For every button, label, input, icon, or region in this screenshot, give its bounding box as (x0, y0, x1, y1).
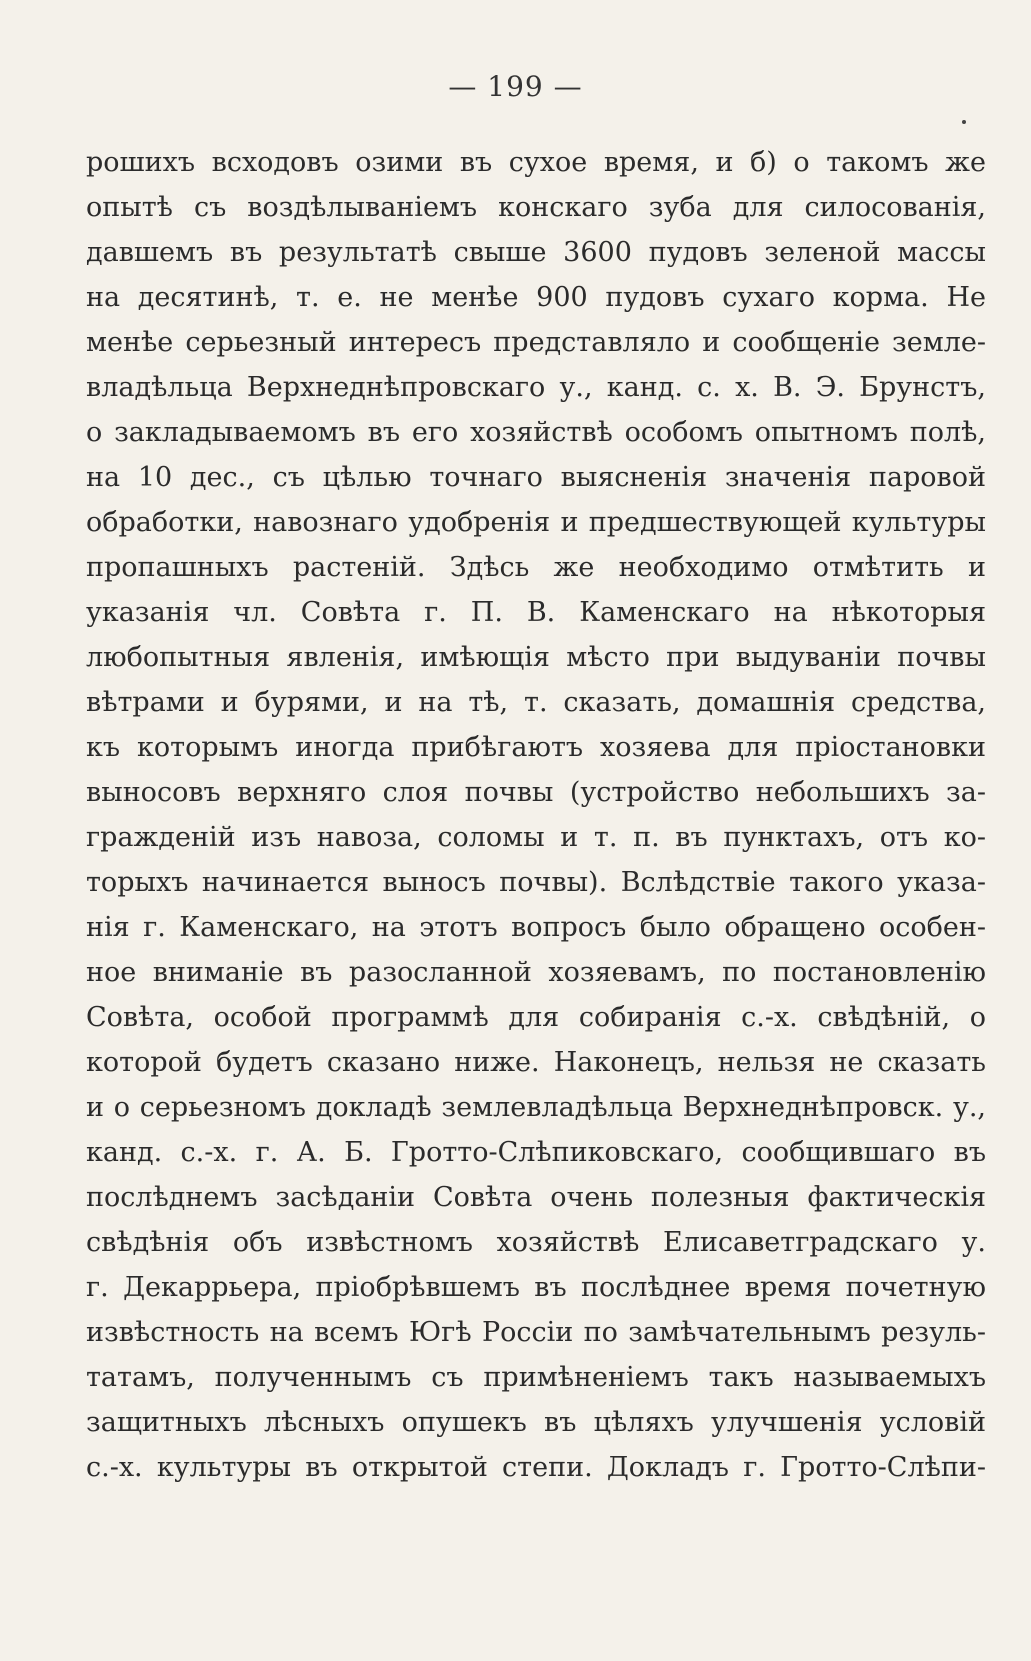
ink-speck (962, 120, 966, 124)
text-line: извѣстность на всемъ Югѣ Россіи по замѣчательнымъ резуль- (86, 1317, 986, 1348)
text-line: давшемъ въ результатѣ свыше 3600 пудовъ зеленой массы (86, 237, 986, 268)
text-line: послѣднемъ засѣданіи Совѣта очень полезныя фактическія (86, 1182, 986, 1213)
text-line: владѣльца Верхнеднѣпровскаго у., канд. с. х. В. Э. Брунстъ, (86, 372, 986, 403)
text-line: которой будетъ сказано ниже. Наконецъ, нельзя не сказать (86, 1047, 986, 1078)
text-line: обработки, навознаго удобренія и предшествующей культуры (86, 507, 986, 538)
text-line: выносовъ верхняго слоя почвы (устройство небольшихъ за- (86, 777, 986, 808)
text-line: на десятинѣ, т. е. не менѣе 900 пудовъ сухаго корма. Не (86, 282, 986, 313)
text-line: и о серьезномъ докладѣ землевладѣльца Верхнеднѣпровск. у., (86, 1092, 986, 1123)
text-line: къ которымъ иногда прибѣгаютъ хозяева для пріостановки (86, 732, 986, 763)
text-line: торыхъ начинается выносъ почвы). Вслѣдствіе такого указа- (86, 867, 986, 898)
text-line: нія г. Каменскаго, на этотъ вопросъ было обращено особен- (86, 912, 986, 943)
text-line: любопытныя явленія, имѣющія мѣсто при выдуваніи почвы (86, 642, 986, 673)
text-line: защитныхъ лѣсныхъ опушекъ въ цѣляхъ улучшенія условій (86, 1407, 986, 1438)
text-line: ное вниманіе въ разосланной хозяевамъ, по постановленію (86, 957, 986, 988)
text-line: с.-х. культуры въ открытой степи. Докладъ г. Гротто-Слѣпи- (86, 1452, 986, 1483)
body-text (86, 140, 986, 1490)
text-line: г. Декаррьера, пріобрѣвшемъ въ послѣднее время почетную (86, 1272, 986, 1303)
text-line: о закладываемомъ въ его хозяйствѣ особомъ опытномъ полѣ, (86, 417, 986, 448)
text-line: татамъ, полученнымъ съ примѣненіемъ такъ называемыхъ (86, 1362, 986, 1393)
page-number: — 199 — (448, 70, 583, 103)
text-line: на 10 дес., съ цѣлью точнаго выясненія значенія паровой (86, 462, 986, 493)
text-line: рошихъ всходовъ озими въ сухое время, и б) о такомъ же (86, 147, 986, 178)
text-line: свѣдѣнія объ извѣстномъ хозяйствѣ Елисаветградскаго у. (86, 1227, 986, 1258)
text-line: пропашныхъ растеній. Здѣсь же необходимо отмѣтить и (86, 552, 986, 583)
text-line: вѣтрами и бурями, и на тѣ, т. сказать, домашнія средства, (86, 687, 986, 718)
text-line: указанія чл. Совѣта г. П. В. Каменскаго на нѣкоторыя (86, 597, 986, 628)
text-line: опытѣ съ воздѣлываніемъ конскаго зуба для силосованія, (86, 192, 986, 223)
text-line: менѣе серьезный интересъ представляло и сообщеніе земле- (86, 327, 986, 358)
text-line: канд. с.-х. г. А. Б. Гротто-Слѣпиковскаго, сообщившаго въ (86, 1137, 986, 1168)
text-line: гражденій изъ навоза, соломы и т. п. въ пунктахъ, отъ ко- (86, 822, 986, 853)
text-line: Совѣта, особой программѣ для собиранія с.-х. свѣдѣній, о (86, 1002, 986, 1033)
